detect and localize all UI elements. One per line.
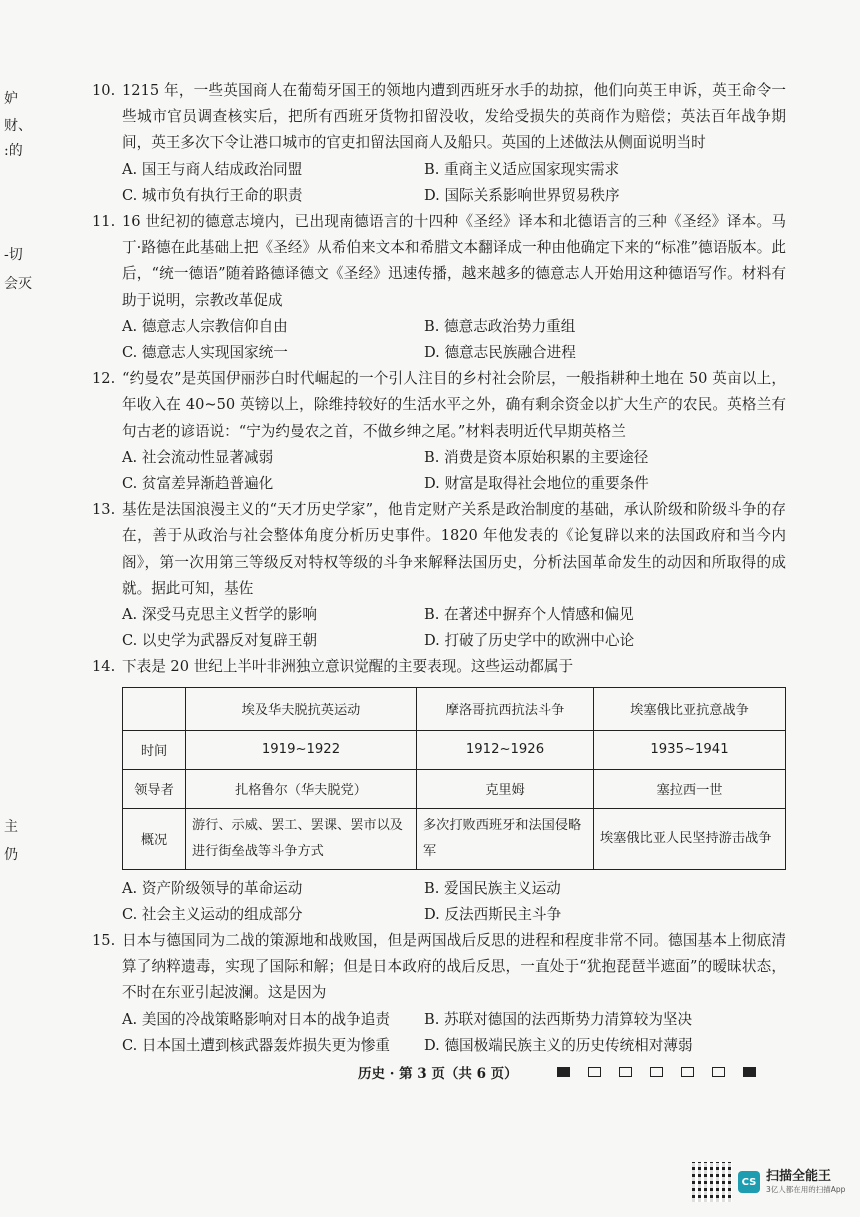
option-b: B. 德意志政治势力重组 [424,317,576,335]
option-c: C. 贫富差异渐趋普遍化 [122,475,274,493]
camscanner-logo: CS [738,1171,760,1193]
option-c: C. 以史学为武器反对复辟王朝 [122,632,318,650]
table-cell: 扎格鲁尔（华夫脱党） [186,769,417,808]
question-stem: 基佐是法国浪漫主义的“天才历史学家”，他肯定财产关系是政治制度的基础，承认阶级和阶级斗争的存在，善于从政治与社会整体角度分析历史事件。1820 年他发表的《论复辟以来的法国政府和当今内阁》，第一次用第三等级反对特权等级的斗争来解释法国历史，分析法国革命发生的动因和所取得的成就。据此可知，基佐 [122,501,786,597]
option-a: A. 美国的冷战策略影响对日本的战争追责 [122,1010,390,1028]
option-c: C. 社会主义运动的组成部分 [122,905,303,923]
question-number: 11. [92,213,116,231]
option-d: D. 德意志民族融合进程 [424,344,576,362]
margin-fragment: 妒 [4,91,18,107]
margin-fragment: :的 [4,143,23,159]
option-d: D. 国际关系影响世界贸易秩序 [424,186,620,204]
table-cell: 塞拉西一世 [594,769,786,808]
table-cell: 克里姆 [417,769,594,808]
option-d: D. 打破了历史学中的欧洲中心论 [424,632,635,650]
option-c: C. 日本国土遭到核武器轰炸损失更为惨重 [122,1036,391,1054]
table-header-row [123,687,786,730]
scanner-tagline: 3亿人都在用的扫描App [766,1185,846,1194]
question-12 [92,366,786,497]
question-stem: 16 世纪初的德意志境内，已出现南德语言的十四种《圣经》译本和北德语言的三种《圣经》译本。马丁·路德在此基础上把《圣经》从希伯来文本和希腊文本翻译成一种由他确定下来的“标准”德语版本。此后，“统一德语”随着路德译德文《圣经》迅速传播，越来越多的德意志人开始用这种德语写作。材料有助于说明，宗教改革促成 [122,213,786,309]
margin-fragment: 主 [4,819,18,835]
progress-marker [557,1067,570,1077]
option-c: C. 城市负有执行王命的职责 [122,186,303,204]
option-a: A. 国王与商人结成政治同盟 [122,160,303,178]
table-cell: 1912~1926 [417,730,594,769]
table-header-cell [123,687,186,730]
option-a: A. 深受马克思主义哲学的影响 [122,606,317,624]
option-c: C. 德意志人实现国家统一 [122,344,288,362]
margin-fragment: 仍 [4,847,18,863]
question-14 [92,654,786,928]
option-a: A. 资产阶级领导的革命运动 [122,879,303,897]
progress-marker [588,1067,601,1077]
table-header-cell: 埃及华夫脱抗英运动 [186,687,417,730]
page-footer: 历史 · 第 3 页（共 6 页） [358,1066,518,1082]
progress-marker [712,1067,725,1077]
option-b: B. 爱国民族主义运动 [424,879,561,897]
progress-marker [650,1067,663,1077]
table-cell: 1919~1922 [186,730,417,769]
margin-fragment: -切 [4,247,23,263]
table-row [123,769,786,808]
question-number: 12. [92,370,116,388]
option-a: A. 德意志人宗教信仰自由 [122,317,288,335]
question-stem: 下表是 20 世纪上半叶非洲独立意识觉醒的主要表现。这些运动都属于 [122,658,574,676]
question-10 [92,78,786,209]
qr-code-icon [692,1162,732,1202]
margin-fragment: 会灭 [4,276,32,292]
progress-marker [743,1067,756,1077]
option-d: D. 财富是取得社会地位的重要条件 [424,475,649,493]
option-b: B. 苏联对德国的法西斯势力清算较为坚决 [424,1010,693,1028]
question-11 [92,209,786,366]
question-stem: 1215 年，一些英国商人在葡萄牙国王的领地内遭到西班牙水手的劫掠，他们向英王申诉，英王命令一些城市官员调查核实后，把所有西班牙货物扣留没收，发给受损失的英商作为赔偿；英法百年战争期间，英王多次下令让港口城市的官吏扣留法国商人及船只。英国的上述做法从侧面说明当时 [122,82,786,152]
africa-movements-table [122,687,786,870]
option-d: D. 反法西斯民主斗争 [424,905,562,923]
table-row [123,808,786,869]
scanner-app-name: 扫描全能王 [766,1169,832,1184]
option-b: B. 消费是资本原始积累的主要途径 [424,448,649,466]
option-b: B. 在著述中摒弃个人情感和偏见 [424,606,634,624]
question-number: 13. [92,501,116,519]
table-header-cell: 摩洛哥抗西抗法斗争 [417,687,594,730]
scanner-watermark [692,1162,845,1202]
exam-page [92,78,786,1059]
question-number: 14. [92,658,116,676]
question-number: 15. [92,932,116,950]
table-cell: 1935~1941 [594,730,786,769]
option-a: A. 社会流动性显著减弱 [122,448,274,466]
table-cell: 时间 [123,730,186,769]
table-cell: 游行、示威、罢工、罢课、罢市以及进行街垒战等斗争方式 [186,808,417,869]
table-cell: 领导者 [123,769,186,808]
margin-fragment: 财、 [4,118,32,134]
option-d: D. 德国极端民族主义的历史传统相对薄弱 [424,1036,693,1054]
table-cell: 多次打败西班牙和法国侵略军 [417,808,594,869]
question-stem: 日本与德国同为二战的策源地和战败国，但是两国战后反思的进程和程度非常不同。德国基本上彻底清算了纳粹遗毒，实现了国际和解；但是日本政府的战后反思，一直处于“犹抱琵琶半遮面”的暧昧状态，不时在东亚引起波澜。这是因为 [122,932,786,1002]
table-cell: 埃塞俄比亚人民坚持游击战争 [594,808,786,869]
table-row [123,730,786,769]
question-15 [92,928,786,1059]
question-number: 10. [92,82,116,99]
progress-marker [619,1067,632,1077]
question-stem: “约曼农”是英国伊丽莎白时代崛起的一个引人注目的乡村社会阶层，一般指耕种土地在 50 英亩以上，年收入在 40~50 英镑以上，除维持较好的生活水平之外，确有剩余资金以扩大生产的农民。英格兰有句古老的谚语说：“宁为约曼农之首，不做乡绅之尾。”材料表明近代早期英格兰 [122,370,786,440]
table-cell: 概况 [123,808,186,869]
option-b: B. 重商主义适应国家现实需求 [424,160,620,178]
table-header-cell: 埃塞俄比亚抗意战争 [594,687,786,730]
question-13 [92,497,786,654]
page-progress-markers [557,1067,756,1077]
progress-marker [681,1067,694,1077]
